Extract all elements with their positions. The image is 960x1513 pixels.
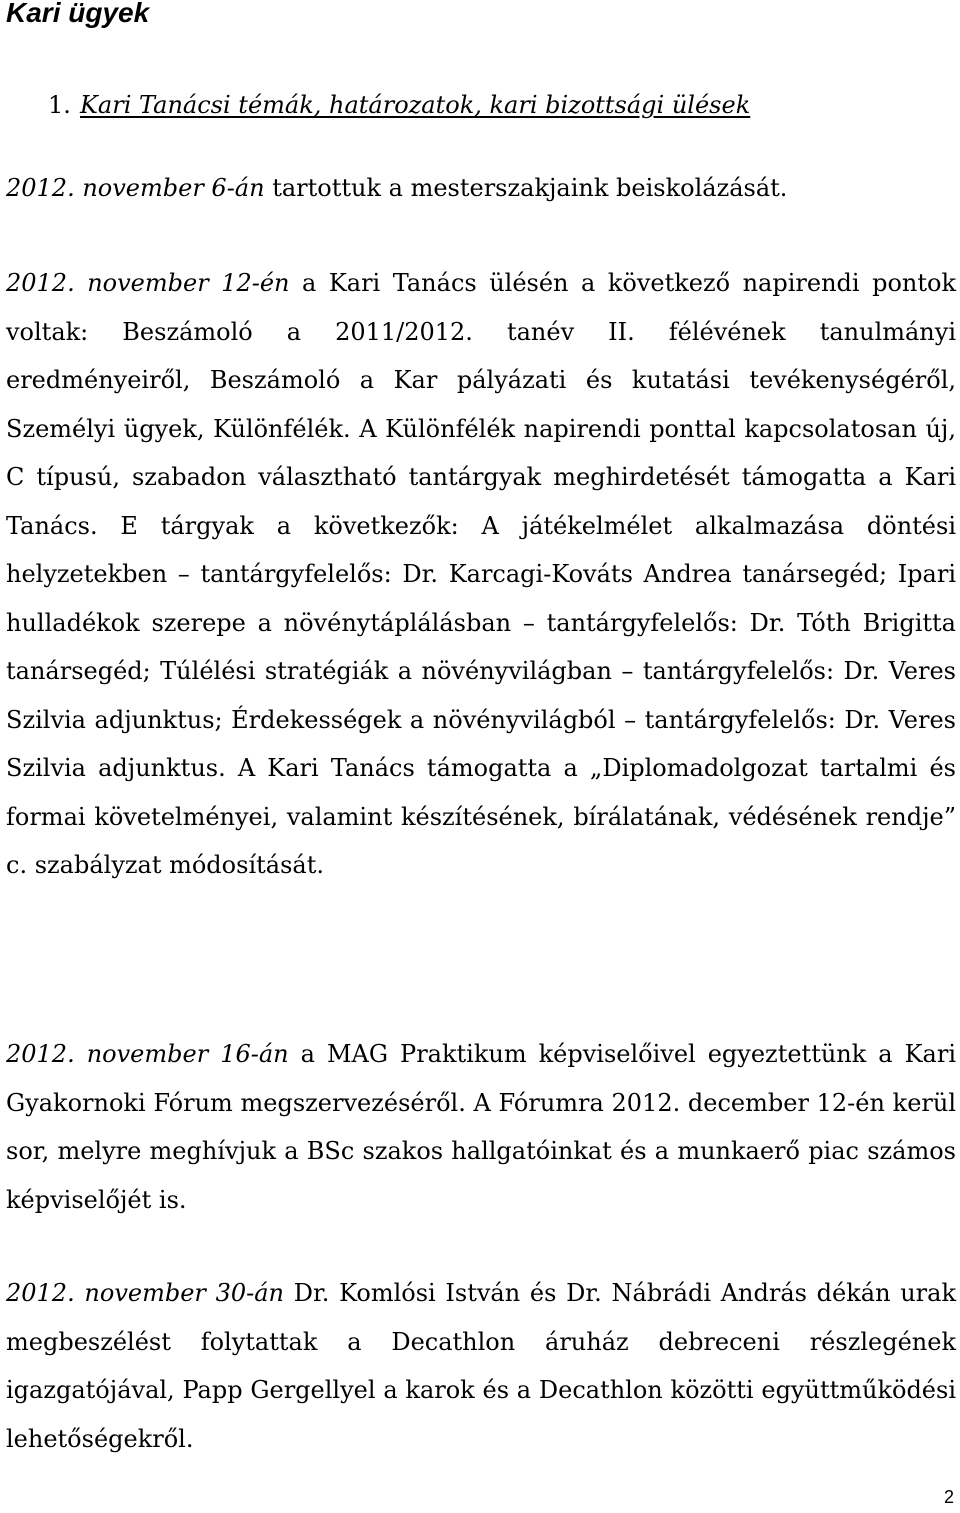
paragraph-text: tartottuk a mesterszakjaink beiskolázását.	[264, 174, 788, 202]
page-title: Kari ügyek	[6, 0, 150, 28]
paragraph-nov-16	[6, 1030, 956, 1224]
paragraph-date: 2012. november 12-én	[6, 269, 290, 297]
paragraph-date: 2012. november 16-án	[6, 1040, 289, 1068]
section-heading-text: Kari Tanácsi témák, határozatok, kari bizottsági ülések	[80, 91, 751, 119]
page-number: 2	[943, 1487, 954, 1507]
paragraph-date: 2012. november 30-án	[6, 1279, 284, 1307]
paragraph-text: a MAG Praktikum képviselőivel egyeztettünk a Kari Gyakornoki Fórum megszervezéséről. A Fórumra 2012. december 12-én kerül sor, melyre meghívjuk a BSc szakos hallgatóinkat és a munkaerő piac számos képviselőjét is.	[6, 1040, 957, 1214]
paragraph-nov-6	[6, 164, 956, 213]
paragraph-date: 2012. november 6-án	[6, 174, 265, 202]
paragraph-nov-30	[6, 1269, 956, 1463]
paragraph-nov-12	[6, 259, 956, 890]
paragraph-text: Dr. Komlósi István és Dr. Nábrádi András dékán urak megbeszélést folytattak a Decathlon áruház debreceni részlegének igazgatójával, Papp Gergellyel a karok és a Decathlon közötti együttműködési lehetőségekről.	[6, 1279, 957, 1453]
section-heading	[48, 88, 750, 122]
section-number: 1.	[48, 91, 71, 119]
paragraph-text: a Kari Tanács ülésén a következő napirendi pontok voltak: Beszámoló a 2011/2012. tanév II. félévének tanulmányi eredményeiről, Beszámoló a Kar pályázati és kutatási tevékenységéről, Személyi ügyek, Különfélék. A Különfélék napirendi ponttal kapcsolatosan új, C típusú, szabadon választható tantárgyak meghirdetését támogatta a Kari Tanács. E tárgyak a következők: A játékelmélet alkalmazása döntési helyzetekben – tantárgyfelelős: Dr. Karcagi-Kováts Andrea tanársegéd; Ipari hulladékok szerepe a növénytáplálásban – tantárgyfelelős: Dr. Tóth Brigitta tanársegéd; Túlélési stratégiák a növényvilágban – tantárgyfelelős: Dr. Veres Szilvia adjunktus; Érdekességek a növényvilágból – tantárgyfelelős: Dr. Veres Szilvia adjunktus. A Kari Tanács támogatta a „Diplomadolgozat tartalmi és formai követelményei, valamint készítésének, bírálatának, védésének rendje” c. szabályzat módosítását.	[6, 269, 956, 879]
